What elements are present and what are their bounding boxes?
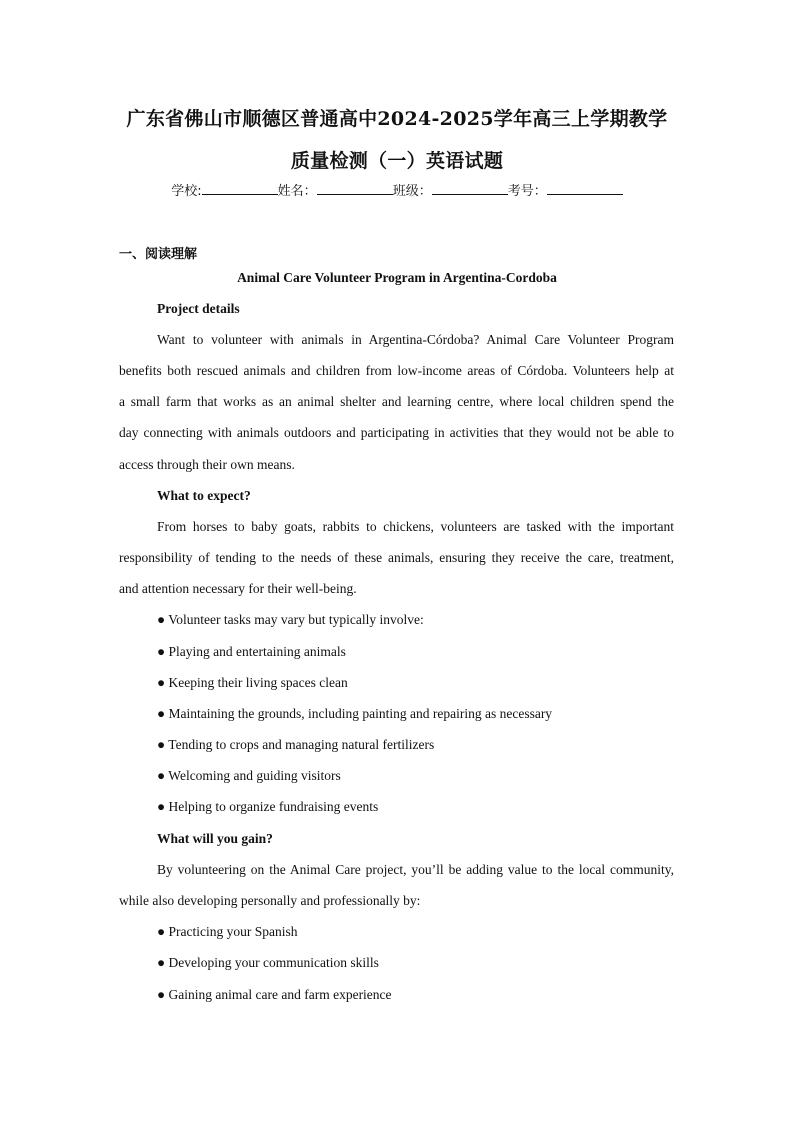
paragraph-line: and attention necessary for their well-being.: [119, 581, 357, 596]
section-heading: 一、阅读理解: [119, 247, 198, 262]
exam-title-line-2: 质量检测（一）英语试题: [290, 150, 504, 172]
paragraph-line: responsibility of tending to the needs of these animals, ensuring they receive the care, treatment,: [119, 550, 674, 565]
paragraph-line: while also developing personally and professionally by:: [119, 893, 421, 908]
class-label: 班级：: [392, 184, 432, 199]
list-item: ● Developing your communication skills: [157, 955, 379, 970]
student-info-row: [60, 180, 734, 199]
list-item: ● Playing and entertaining animals: [157, 644, 346, 659]
exam-no-blank[interactable]: [547, 181, 623, 195]
what-will-you-gain-heading: What will you gain?: [157, 831, 273, 846]
school-label: 学校:: [171, 184, 202, 199]
school-blank[interactable]: [202, 181, 278, 195]
list-item: ● Practicing your Spanish: [157, 924, 298, 939]
exam-title-line-1: 广东省佛山市顺德区普通高中2024-2025学年高三上学期教学: [126, 108, 668, 130]
name-label: 姓名：: [277, 184, 317, 199]
list-item: ● Tending to crops and managing natural fertilizers: [157, 737, 435, 752]
paragraph-line: day connecting with animals outdoors and participating in activities that they would not be able to: [119, 425, 674, 440]
paragraph-line: By volunteering on the Animal Care project, you’ll be adding value to the local community,: [157, 862, 674, 877]
paragraph-line: a small farm that works as an animal shelter and learning centre, where local children spend the: [119, 394, 674, 409]
what-to-expect-heading: What to expect?: [157, 488, 251, 503]
list-item: ● Helping to organize fundraising events: [157, 799, 379, 814]
exam-no-label: 考号：: [507, 184, 547, 199]
paragraph-line: benefits both rescued animals and children from low-income areas of Córdoba. Volunteers help at: [119, 363, 674, 378]
paragraph-line: access through their own means.: [119, 457, 295, 472]
list-item: ● Gaining animal care and farm experience: [157, 987, 392, 1002]
passage-title: Animal Care Volunteer Program in Argentina-Cordoba: [237, 270, 557, 285]
project-details-heading: Project details: [157, 301, 240, 316]
paragraph-line: Want to volunteer with animals in Argentina-Córdoba? Animal Care Volunteer Program: [157, 332, 674, 347]
paragraph-line: From horses to baby goats, rabbits to chickens, volunteers are tasked with the important: [157, 519, 674, 534]
class-blank[interactable]: [432, 181, 508, 195]
list-item: ● Volunteer tasks may vary but typically involve:: [157, 612, 424, 627]
name-blank[interactable]: [317, 181, 393, 195]
list-item: ● Keeping their living spaces clean: [157, 675, 348, 690]
list-item: ● Welcoming and guiding visitors: [157, 768, 341, 783]
list-item: ● Maintaining the grounds, including painting and repairing as necessary: [157, 706, 553, 721]
